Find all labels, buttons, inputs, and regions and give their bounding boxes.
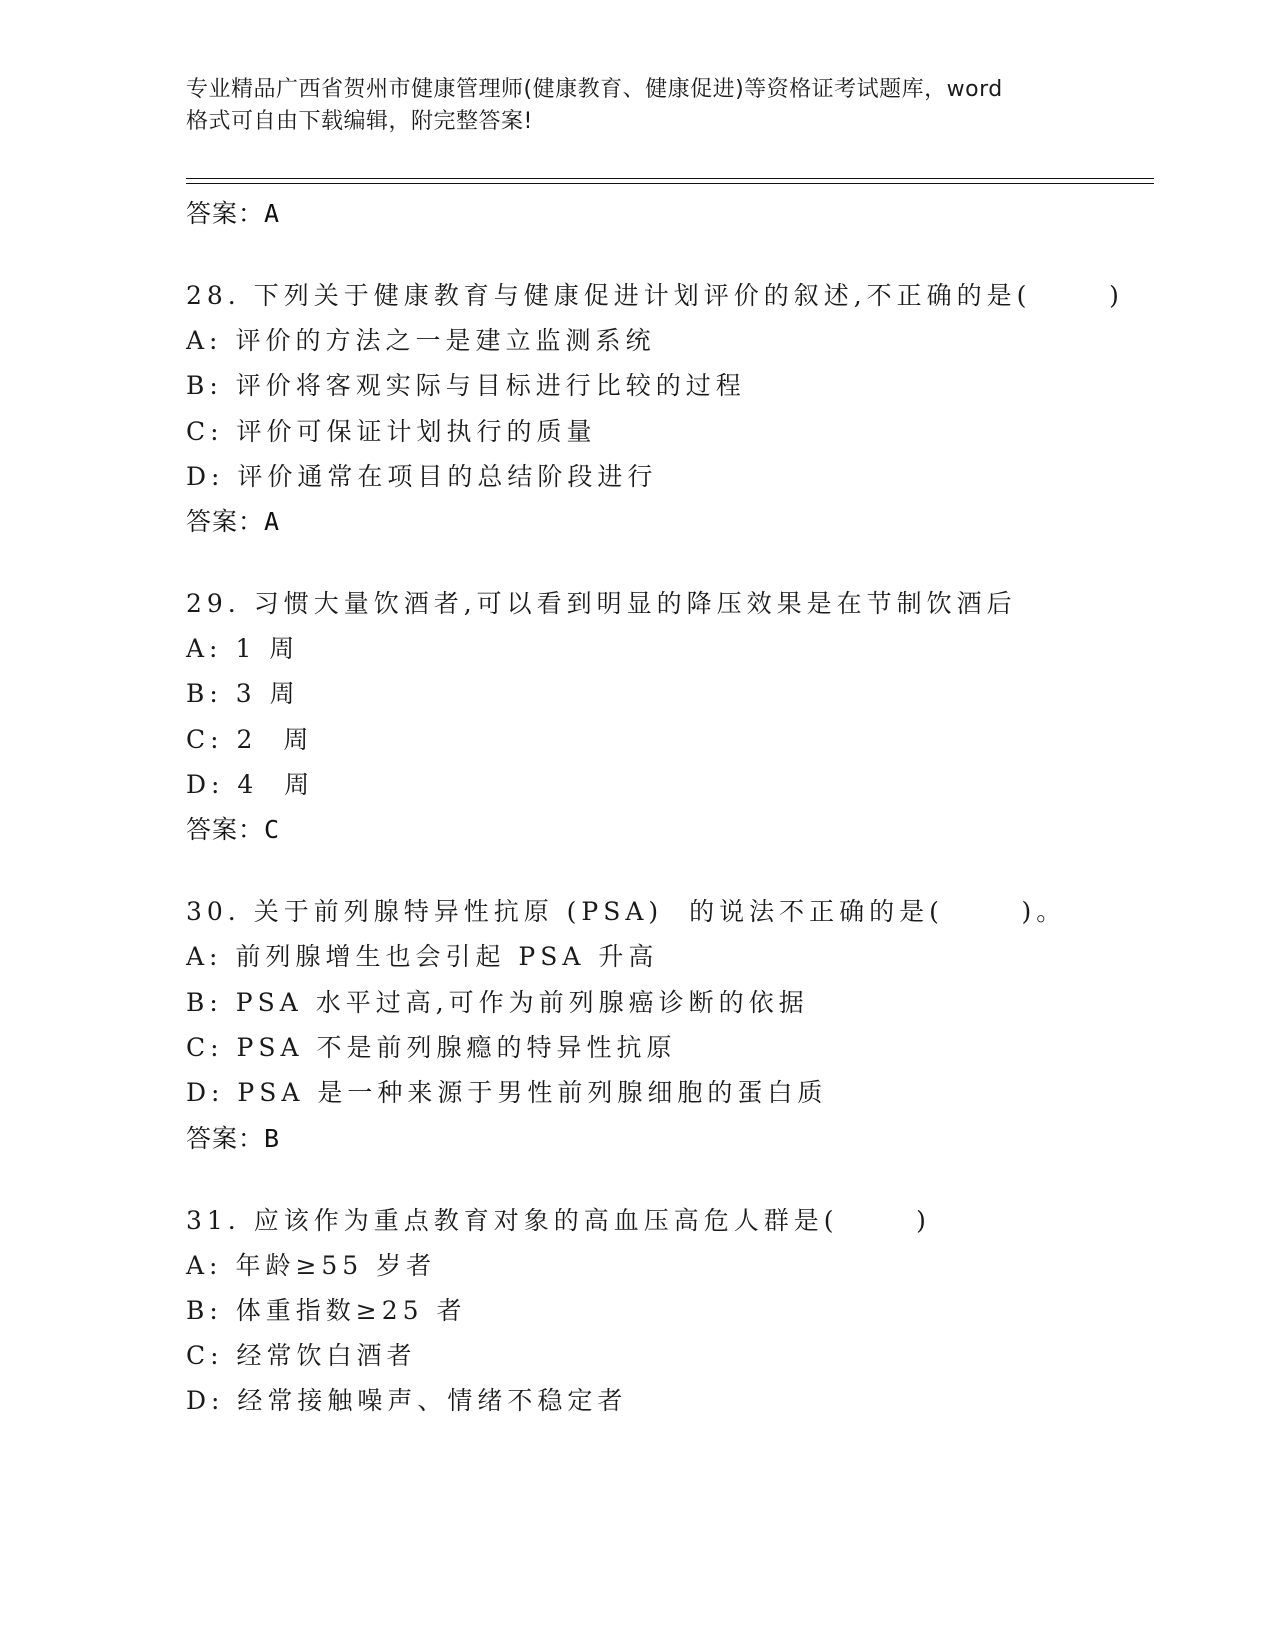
question-29 [186,581,1154,852]
answer-value: A [264,199,281,228]
option-d [186,454,1154,499]
option-d [186,1378,1154,1423]
question-stem [186,273,1154,318]
option-text: 体重指数≥25 者 [235,1295,467,1325]
option-c [186,409,1154,454]
option-b [186,1288,1154,1333]
option-key: A: [186,942,223,972]
document-header [186,74,1106,138]
option-key: D: [186,1078,225,1108]
option-text: 经常接触噪声、情绪不稳定者 [237,1386,628,1416]
option-b [186,980,1154,1025]
answer-value: A [264,507,281,537]
answer-line [186,191,1154,236]
option-text: 4 周 [237,770,315,800]
option-key: C: [186,1341,224,1371]
option-b [186,363,1154,408]
option-a [186,626,1154,671]
option-key: B: [186,371,223,401]
option-text: PSA 不是前列腺瘾的特异性抗原 [236,1032,677,1062]
option-key: C: [186,724,224,754]
option-key: D: [186,1386,225,1416]
question-stem [186,581,1154,626]
option-text: PSA 是一种来源于男性前列腺细胞的蛋白质 [237,1078,828,1108]
option-key: B: [186,1295,223,1325]
option-key: B: [186,679,223,709]
answer-line [186,1116,1154,1161]
option-key: A: [186,326,223,355]
option-key: A: [186,634,223,664]
question-number: 31. [186,1205,241,1235]
question-text: 关于前列腺特异性抗原 (PSA) 的说法不正确的是( )。 [253,897,1067,927]
answer-line [186,807,1154,852]
answer-value: C [264,815,281,845]
answer-label: 答案： [186,507,265,537]
question-number: 29. [186,589,241,619]
option-c [186,1333,1154,1378]
header-divider-bottom [186,183,1154,184]
question-stem [186,889,1154,934]
question-stem [186,1198,1154,1243]
option-text: 评价将客观实际与目标进行比较的过程 [235,371,746,401]
question-31 [186,1198,1154,1424]
option-text: 1 周 [235,634,300,664]
option-text: 前列腺增生也会引起 PSA 升高 [235,942,659,972]
option-text: 2 周 [236,724,314,754]
option-text: 评价可保证计划执行的质量 [236,416,597,446]
answer-label: 答案： [186,1123,265,1153]
option-a [186,318,1154,363]
option-a [186,934,1154,979]
option-text: 经常饮白酒者 [236,1341,417,1371]
option-key: D: [186,770,225,800]
option-c [186,1025,1154,1070]
option-text: 评价通常在项目的总结阶段进行 [237,461,658,491]
option-key: A: [186,1250,223,1280]
option-text: 评价的方法之一是建立监测系统 [235,326,656,355]
header-line-1: 专业精品广西省贺州市健康管理师(健康教育、健康促进)等资格证考试题库，word [186,77,1003,102]
option-key: D: [186,461,225,491]
question-30 [186,889,1154,1160]
question-number: 30. [186,897,241,927]
question-text: 应该作为重点教育对象的高血压高危人群是( ) [253,1205,931,1235]
option-text: PSA 水平过高,可作为前列腺癌诊断的依据 [235,987,809,1017]
answer-label: 答案： [186,199,265,228]
answer-value: B [264,1123,281,1153]
option-text: 年龄≥55 岁者 [235,1250,437,1280]
option-a [186,1243,1154,1288]
question-28 [186,273,1154,544]
option-c [186,717,1154,762]
question-text: 下列关于健康教育与健康促进计划评价的叙述,不正确的是( ) [253,281,1124,310]
option-d [186,762,1154,807]
header-divider-top [186,178,1154,179]
option-text: 3 周 [235,679,300,709]
option-b [186,671,1154,716]
option-key: C: [186,1032,224,1062]
answer-line [186,499,1154,544]
question-number: 28. [186,281,241,310]
option-key: B: [186,987,223,1017]
option-d [186,1070,1154,1115]
question-text: 习惯大量饮酒者,可以看到明显的降压效果是在节制饮酒后 [253,589,1017,619]
option-key: C: [186,416,224,446]
answer-label: 答案： [186,815,265,845]
question-list [186,191,1154,1424]
header-line-2: 格式可自由下载编辑，附完整答案! [186,109,533,134]
